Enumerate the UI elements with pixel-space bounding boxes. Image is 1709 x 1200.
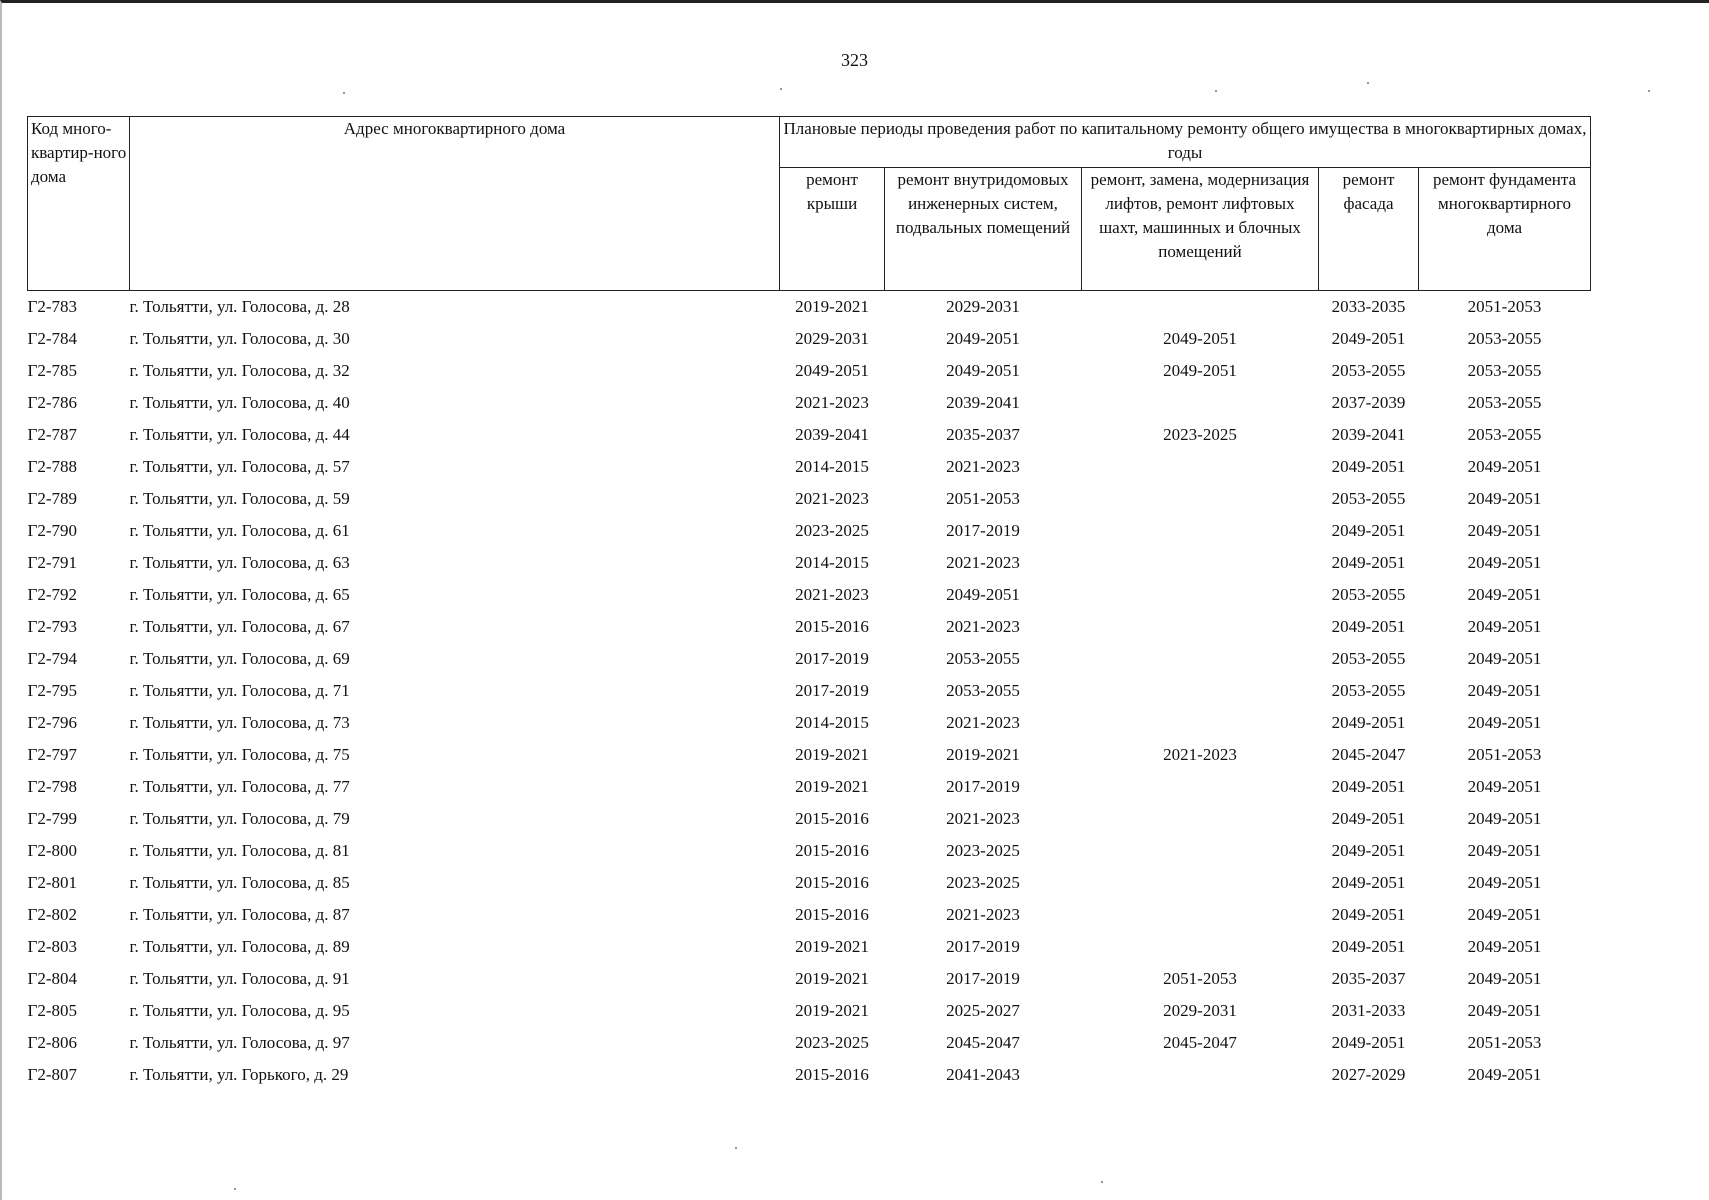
cell-facade: 2045-2047 [1331,745,1406,764]
cell-facade: 2053-2055 [1331,489,1406,508]
cell-foundation: 2053-2055 [1467,425,1542,444]
cell-facade: 2049-2051 [1331,905,1406,924]
table-body [28,291,1591,1092]
cell-address: г. Тольятти, ул. Голосова, д. 30 [129,329,350,348]
cell-internal-systems: 2019-2021 [946,745,1020,764]
table-row [28,547,1591,579]
cell-code: Г2-790 [27,521,77,540]
cell-facade: 2037-2039 [1331,393,1406,412]
cell-code: Г2-798 [27,777,77,796]
scan-speck [735,1147,737,1149]
cell-elevators [1082,387,1319,419]
cell-roof: 2039-2041 [795,425,869,444]
table-row [28,483,1591,515]
cell-internal-systems: 2049-2051 [946,361,1020,380]
header-facade: ремонт фасада [1319,168,1419,291]
cell-foundation: 2053-2055 [1467,361,1542,380]
cell-code: Г2-787 [27,425,77,444]
cell-elevators [1082,931,1319,963]
cell-elevators: 2049-2051 [1163,361,1237,380]
cell-roof: 2023-2025 [795,521,869,540]
cell-elevators [1082,451,1319,483]
table-row [28,451,1591,483]
cell-elevators: 2023-2025 [1163,425,1237,444]
cell-facade: 2049-2051 [1331,1033,1406,1052]
cell-code: Г2-784 [27,329,77,348]
scan-speck [343,92,345,94]
cell-foundation: 2049-2051 [1467,1001,1542,1020]
table-row [28,739,1591,771]
cell-elevators [1082,899,1319,931]
table-row [28,899,1591,931]
cell-address: г. Тольятти, ул. Голосова, д. 57 [129,457,350,476]
table-row [28,707,1591,739]
cell-roof: 2014-2015 [795,553,869,572]
table-row [28,323,1591,355]
cell-facade: 2035-2037 [1331,969,1406,988]
table-row [28,355,1591,387]
cell-internal-systems: 2025-2027 [946,1001,1020,1020]
cell-roof: 2015-2016 [795,809,869,828]
cell-address: г. Тольятти, ул. Голосова, д. 63 [129,553,350,572]
header-elevators: ремонт, замена, модернизация лифтов, ремонт лифтовых шахт, машинных и блочных помещений [1082,168,1319,291]
cell-code: Г2-791 [27,553,77,572]
cell-internal-systems: 2021-2023 [946,713,1020,732]
cell-facade: 2049-2051 [1331,713,1406,732]
cell-address: г. Тольятти, ул. Голосова, д. 95 [129,1001,350,1020]
cell-roof: 2019-2021 [795,745,869,764]
scan-speck [1648,90,1650,92]
cell-address: г. Тольятти, ул. Голосова, д. 71 [129,681,350,700]
cell-elevators [1082,867,1319,899]
header-address: Адрес многоквартирного дома [130,117,780,291]
cell-facade: 2049-2051 [1331,873,1406,892]
cell-roof: 2023-2025 [795,1033,869,1052]
cell-code: Г2-800 [27,841,77,860]
cell-elevators [1082,771,1319,803]
cell-facade: 2049-2051 [1331,617,1406,636]
header-code: Код много-квартир-ного дома [28,117,130,291]
cell-internal-systems: 2017-2019 [946,521,1020,540]
cell-foundation: 2053-2055 [1467,393,1542,412]
cell-foundation: 2051-2053 [1467,297,1542,316]
table-row [28,515,1591,547]
cell-elevators: 2021-2023 [1163,745,1237,764]
cell-elevators: 2051-2053 [1163,969,1237,988]
cell-elevators [1082,483,1319,515]
cell-code: Г2-788 [27,457,77,476]
cell-facade: 2049-2051 [1331,841,1406,860]
cell-internal-systems: 2023-2025 [946,873,1020,892]
cell-address: г. Тольятти, ул. Голосова, д. 85 [129,873,350,892]
cell-roof: 2014-2015 [795,457,869,476]
table-row [28,963,1591,995]
cell-code: Г2-806 [27,1033,77,1052]
cell-elevators: 2045-2047 [1163,1033,1237,1052]
cell-code: Г2-803 [27,937,77,956]
cell-internal-systems: 2017-2019 [946,969,1020,988]
cell-address: г. Тольятти, ул. Голосова, д. 44 [129,425,350,444]
cell-code: Г2-802 [27,905,77,924]
cell-roof: 2029-2031 [795,329,869,348]
cell-foundation: 2049-2051 [1467,937,1542,956]
cell-code: Г2-804 [27,969,77,988]
cell-internal-systems: 2049-2051 [946,585,1020,604]
cell-internal-systems: 2023-2025 [946,841,1020,860]
cell-internal-systems: 2021-2023 [946,905,1020,924]
table-row [28,675,1591,707]
cell-elevators [1082,579,1319,611]
cell-elevators: 2049-2051 [1163,329,1237,348]
cell-foundation: 2049-2051 [1467,809,1542,828]
cell-roof: 2015-2016 [795,873,869,892]
cell-foundation: 2053-2055 [1467,329,1542,348]
cell-facade: 2053-2055 [1331,649,1406,668]
cell-code: Г2-797 [27,745,77,764]
cell-internal-systems: 2035-2037 [946,425,1020,444]
table-row [28,771,1591,803]
cell-roof: 2017-2019 [795,649,869,668]
table-row [28,835,1591,867]
cell-code: Г2-805 [27,1001,77,1020]
cell-facade: 2049-2051 [1331,937,1406,956]
cell-code: Г2-807 [27,1065,77,1084]
cell-roof: 2015-2016 [795,1065,869,1084]
cell-code: Г2-794 [27,649,77,668]
table-row [28,931,1591,963]
cell-facade: 2049-2051 [1331,521,1406,540]
table-row [28,867,1591,899]
cell-foundation: 2051-2053 [1467,1033,1542,1052]
cell-internal-systems: 2041-2043 [946,1065,1020,1084]
cell-code: Г2-786 [27,393,77,412]
cell-roof: 2019-2021 [795,969,869,988]
table-row [28,611,1591,643]
cell-foundation: 2049-2051 [1467,841,1542,860]
cell-address: г. Тольятти, ул. Голосова, д. 69 [129,649,350,668]
cell-internal-systems: 2049-2051 [946,329,1020,348]
cell-foundation: 2049-2051 [1467,521,1542,540]
cell-roof: 2019-2021 [795,937,869,956]
page-number: 323 [841,50,868,70]
header-foundation: ремонт фундамента многоквартирного дома [1419,168,1591,291]
cell-roof: 2019-2021 [795,1001,869,1020]
cell-internal-systems: 2021-2023 [946,457,1020,476]
cell-internal-systems: 2051-2053 [946,489,1020,508]
cell-roof: 2021-2023 [795,393,869,412]
cell-internal-systems: 2053-2055 [946,649,1020,668]
cell-elevators [1082,1059,1319,1091]
cell-address: г. Тольятти, ул. Голосова, д. 73 [129,713,350,732]
cell-internal-systems: 2017-2019 [946,937,1020,956]
cell-foundation: 2049-2051 [1467,585,1542,604]
cell-elevators: 2029-2031 [1163,1001,1237,1020]
cell-foundation: 2049-2051 [1467,777,1542,796]
table-row [28,995,1591,1027]
cell-address: г. Тольятти, ул. Голосова, д. 75 [129,745,350,764]
scan-speck [1215,90,1217,92]
cell-foundation: 2049-2051 [1467,457,1542,476]
cell-foundation: 2049-2051 [1467,553,1542,572]
cell-roof: 2019-2021 [795,297,869,316]
cell-address: г. Тольятти, ул. Голосова, д. 40 [129,393,350,412]
header-internal-systems: ремонт внутридомовых инженерных систем, подвальных помещений [885,168,1082,291]
scan-speck [1367,82,1369,84]
table-row [28,643,1591,675]
table-row [28,387,1591,419]
table-row [28,1027,1591,1059]
cell-code: Г2-792 [27,585,77,604]
cell-roof: 2014-2015 [795,713,869,732]
cell-internal-systems: 2045-2047 [946,1033,1020,1052]
cell-facade: 2027-2029 [1331,1065,1406,1084]
cell-foundation: 2049-2051 [1467,649,1542,668]
cell-address: г. Тольятти, ул. Голосова, д. 59 [129,489,350,508]
cell-address: г. Тольятти, ул. Голосова, д. 28 [129,297,350,316]
cell-address: г. Тольятти, ул. Голосова, д. 65 [129,585,350,604]
cell-facade: 2033-2035 [1331,297,1406,316]
cell-roof: 2017-2019 [795,681,869,700]
scan-speck [780,88,782,90]
cell-roof: 2015-2016 [795,617,869,636]
cell-internal-systems: 2021-2023 [946,617,1020,636]
cell-facade: 2053-2055 [1331,361,1406,380]
cell-elevators [1082,547,1319,579]
cell-internal-systems: 2039-2041 [946,393,1020,412]
cell-internal-systems: 2021-2023 [946,553,1020,572]
table-row [28,579,1591,611]
cell-address: г. Тольятти, ул. Голосова, д. 97 [129,1033,350,1052]
cell-roof: 2021-2023 [795,489,869,508]
cell-foundation: 2049-2051 [1467,713,1542,732]
cell-code: Г2-785 [27,361,77,380]
cell-address: г. Тольятти, ул. Голосова, д. 79 [129,809,350,828]
cell-foundation: 2049-2051 [1467,681,1542,700]
cell-facade: 2049-2051 [1331,329,1406,348]
cell-code: Г2-799 [27,809,77,828]
cell-elevators [1082,803,1319,835]
cell-roof: 2019-2021 [795,777,869,796]
cell-elevators [1082,515,1319,547]
cell-address: г. Тольятти, ул. Голосова, д. 67 [129,617,350,636]
cell-address: г. Тольятти, ул. Голосова, д. 61 [129,521,350,540]
cell-roof: 2021-2023 [795,585,869,604]
cell-internal-systems: 2029-2031 [946,297,1020,316]
scan-speck [234,1188,236,1190]
cell-facade: 2049-2051 [1331,457,1406,476]
cell-address: г. Тольятти, ул. Голосова, д. 87 [129,905,350,924]
cell-internal-systems: 2053-2055 [946,681,1020,700]
cell-facade: 2049-2051 [1331,553,1406,572]
table-row [28,803,1591,835]
table-row [28,419,1591,451]
cell-code: Г2-796 [27,713,77,732]
header-roof: ремонт крыши [780,168,885,291]
cell-facade: 2031-2033 [1331,1001,1406,1020]
cell-internal-systems: 2021-2023 [946,809,1020,828]
table-row [28,1059,1591,1091]
cell-code: Г2-795 [27,681,77,700]
repair-schedule-table [27,116,1591,1091]
cell-address: г. Тольятти, ул. Горького, д. 29 [129,1065,349,1084]
cell-elevators [1082,643,1319,675]
cell-address: г. Тольятти, ул. Голосова, д. 77 [129,777,350,796]
cell-elevators [1082,707,1319,739]
cell-foundation: 2049-2051 [1467,905,1542,924]
cell-elevators [1082,291,1319,324]
cell-facade: 2049-2051 [1331,809,1406,828]
cell-code: Г2-801 [27,873,77,892]
scan-speck [1101,1181,1103,1183]
cell-roof: 2015-2016 [795,841,869,860]
cell-elevators [1082,675,1319,707]
cell-address: г. Тольятти, ул. Голосова, д. 32 [129,361,350,380]
cell-address: г. Тольятти, ул. Голосова, д. 81 [129,841,350,860]
table-row [28,291,1591,324]
cell-elevators [1082,835,1319,867]
cell-facade: 2049-2051 [1331,777,1406,796]
cell-facade: 2053-2055 [1331,585,1406,604]
cell-code: Г2-793 [27,617,77,636]
cell-foundation: 2049-2051 [1467,969,1542,988]
cell-foundation: 2049-2051 [1467,617,1542,636]
cell-address: г. Тольятти, ул. Голосова, д. 91 [129,969,350,988]
cell-foundation: 2051-2053 [1467,745,1542,764]
header-periods-group: Плановые периоды проведения работ по капитальному ремонту общего имущества в многоквартирных домах, годы [780,117,1591,168]
cell-facade: 2039-2041 [1331,425,1406,444]
cell-foundation: 2049-2051 [1467,873,1542,892]
cell-foundation: 2049-2051 [1467,489,1542,508]
cell-code: Г2-783 [27,297,77,316]
cell-address: г. Тольятти, ул. Голосова, д. 89 [129,937,350,956]
cell-facade: 2053-2055 [1331,681,1406,700]
cell-internal-systems: 2017-2019 [946,777,1020,796]
cell-code: Г2-789 [27,489,77,508]
cell-roof: 2049-2051 [795,361,869,380]
cell-roof: 2015-2016 [795,905,869,924]
cell-elevators [1082,611,1319,643]
cell-foundation: 2049-2051 [1467,1065,1542,1084]
